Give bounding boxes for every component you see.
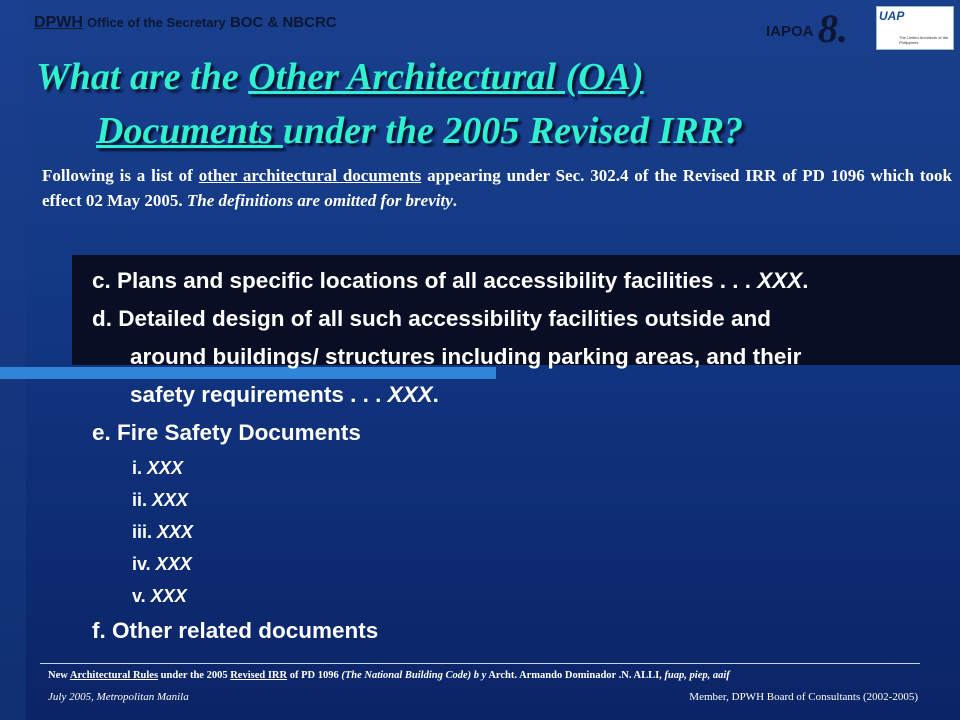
footer-author-role: Member, DPWH Board of Consultants (2002-2005) [689, 691, 918, 703]
item-d-end: . [432, 382, 439, 407]
item-c-end: . [802, 268, 809, 293]
intro-paragraph [42, 163, 952, 213]
sub-iii-val: XXX [157, 522, 194, 542]
sub-iv-val: XXX [155, 554, 192, 574]
list-item-d [92, 300, 952, 414]
item-d-xxx: XXX [387, 382, 433, 407]
intro-p2: other architectural documents [198, 166, 422, 185]
sub-ii-num: ii. [132, 490, 153, 510]
list-item-c [92, 262, 952, 300]
title-line-2 [36, 104, 936, 158]
item-d-line-3-text: safety requirements . . . [130, 382, 388, 407]
slide-number-block [766, 5, 848, 52]
footer-1e: of PD 1096 [287, 670, 342, 681]
footer-1f: (The National Building Code) b y [341, 670, 487, 681]
sub-iv-num: iv. [132, 554, 156, 574]
item-c-text: c. Plans and specific locations of all accessibility facilities . . . [92, 268, 758, 293]
header-boc: BOC & NBCRC [229, 14, 337, 31]
footer-line-1 [48, 670, 730, 681]
slide-header [34, 14, 337, 32]
sub-iii-num: iii. [132, 522, 158, 542]
title-part-2: Other Architectural (OA) [248, 56, 644, 98]
intro-p4: The definitions are omitted for brevity [186, 191, 453, 210]
list-item-f: f. Other related documents [92, 618, 379, 643]
footer-1b: Architectural Rules [69, 670, 159, 681]
footer-1d: Revised IRR [230, 670, 288, 681]
iapoa-label: IAPOA [766, 23, 814, 40]
title-line-1 [36, 50, 936, 104]
intro-p1: Following is a list of [42, 166, 199, 185]
footer-1c: under the 2005 [158, 670, 231, 681]
sub-item-v [92, 580, 952, 612]
title-part-3: Documents [96, 110, 283, 152]
intro-p3: appearing under Sec. 302.4 of the Revised IRR of PD 1096 which took effect 02 May 2005. [42, 166, 953, 210]
title-part-4: under the 2005 Revised IRR? [282, 110, 744, 152]
footer-divider [40, 663, 920, 664]
title-part-1: What are the [36, 56, 249, 98]
footer-1g: Archt. Armando Dominador .N. ALLI, [486, 670, 665, 681]
sub-item-ii [92, 484, 952, 516]
uap-logo [876, 6, 954, 50]
slide-title [36, 50, 936, 158]
documents-list [92, 262, 952, 650]
slide-number: 8. [817, 6, 848, 51]
list-item-e: e. Fire Safety Documents [92, 420, 361, 445]
header-office: Office of the Secretary [87, 15, 226, 30]
item-d-line-3 [92, 376, 952, 414]
footer-date-location: July 2005, Metropolitan Manila [48, 691, 189, 703]
logo-tagline: The United Architects of the Philippines [899, 35, 949, 45]
sub-item-iv [92, 548, 952, 580]
sub-i-num: i. [132, 458, 148, 478]
left-decor-strip [0, 0, 26, 720]
footer-1h: fuap, piep, aaif [664, 670, 730, 681]
intro-p5: . [452, 191, 458, 210]
header-dpwh: DPWH [34, 14, 83, 31]
sub-v-num: v. [132, 586, 151, 606]
sub-ii-val: XXX [152, 490, 189, 510]
sub-v-val: XXX [150, 586, 187, 606]
logo-mark: UAP [879, 9, 905, 23]
sub-item-i [92, 452, 952, 484]
sub-item-iii [92, 516, 952, 548]
footer-1a: New [48, 670, 70, 681]
item-d-line-2: around buildings/ structures including parking areas, and their [130, 344, 802, 369]
item-d-line-1: d. Detailed design of all such accessibility facilities outside and [92, 306, 771, 331]
item-c-xxx: XXX [757, 268, 803, 293]
sub-i-val: XXX [147, 458, 184, 478]
